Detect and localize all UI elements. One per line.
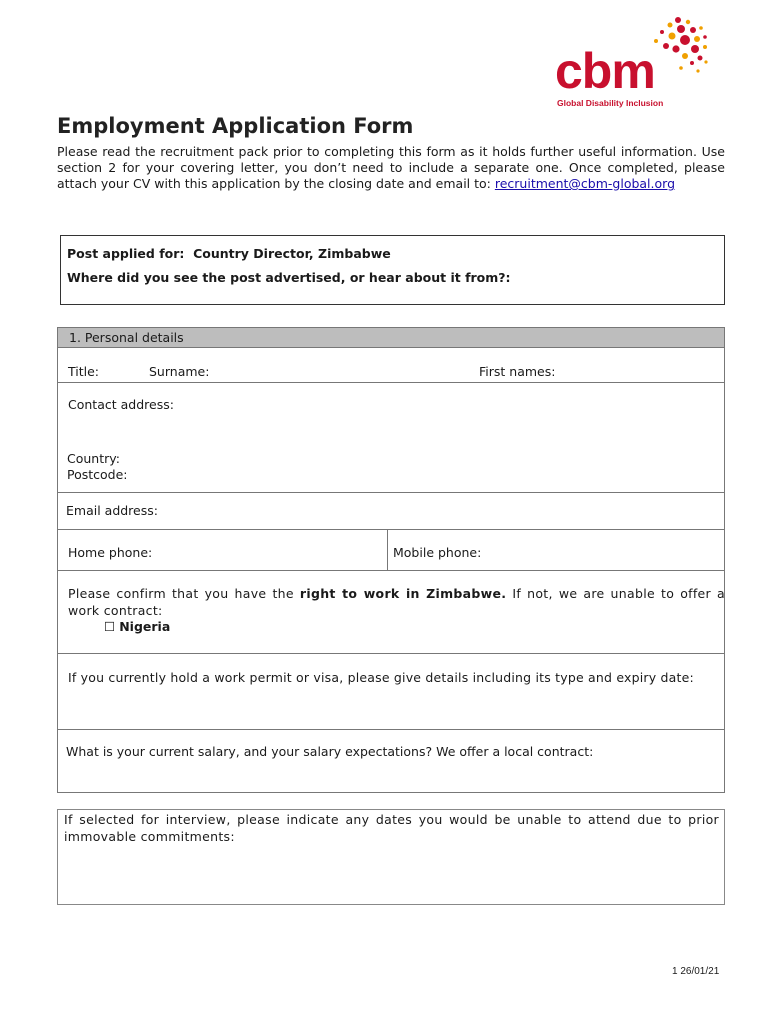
right-to-work-text bbox=[68, 585, 725, 619]
interview-dates-field[interactable]: If selected for interview, please indicate any dates you would be unable to attend due to prior immovable commitments: bbox=[64, 812, 719, 844]
page-footer: 1 26/01/21 bbox=[672, 966, 720, 977]
divider bbox=[57, 492, 725, 493]
divider bbox=[57, 382, 725, 383]
post-applied-line bbox=[67, 246, 391, 261]
postcode-field[interactable]: Postcode: bbox=[67, 467, 128, 482]
logo-tagline: Global Disability Inclusion bbox=[557, 98, 664, 108]
home-phone-field[interactable]: Home phone: bbox=[68, 545, 153, 560]
cbm-logo bbox=[553, 16, 713, 112]
divider bbox=[57, 729, 725, 730]
mobile-phone-field[interactable]: Mobile phone: bbox=[393, 545, 482, 560]
post-box bbox=[60, 235, 725, 305]
email-address-field[interactable]: Email address: bbox=[66, 503, 158, 518]
intro-text: Please read the recruitment pack prior to completing this form as it holds further useful information. Use section 2 for your covering letter, you don’t need to include a separate one. Once completed, please attach your CV with this application by the closing date and email to: bbox=[57, 144, 725, 191]
nigeria-option[interactable] bbox=[104, 619, 170, 634]
post-applied-label: Post applied for: bbox=[67, 246, 185, 261]
logo-wordmark: cbm bbox=[555, 43, 655, 99]
contact-address-field[interactable]: Contact address: bbox=[68, 397, 174, 412]
checkbox-icon[interactable]: ☐ bbox=[104, 619, 116, 634]
intro-paragraph bbox=[57, 144, 725, 192]
advert-question[interactable]: Where did you see the post advertised, or hear about it from?: bbox=[67, 270, 511, 285]
surname-field[interactable]: Surname: bbox=[149, 364, 210, 379]
page-title: Employment Application Form bbox=[57, 114, 414, 138]
nigeria-label: Nigeria bbox=[119, 619, 171, 634]
first-names-field[interactable]: First names: bbox=[479, 364, 556, 379]
divider bbox=[57, 653, 725, 654]
right-to-work-bold: right to work in Zimbabwe. bbox=[299, 586, 507, 601]
work-permit-field[interactable]: If you currently hold a work permit or visa, please give details including its type and expiry date: bbox=[68, 670, 694, 685]
section1-heading: 1. Personal details bbox=[57, 327, 725, 348]
salary-field[interactable]: What is your current salary, and your salary expectations? We offer a local contract: bbox=[66, 744, 594, 759]
post-applied-value: Country Director, Zimbabwe bbox=[193, 246, 391, 261]
divider bbox=[57, 570, 725, 571]
email-link[interactable]: recruitment@cbm-global.org bbox=[494, 176, 676, 191]
divider bbox=[57, 529, 725, 530]
logo-dots-icon bbox=[648, 16, 710, 76]
divider bbox=[387, 529, 388, 570]
right-to-work-prefix: Please confirm that you have the bbox=[68, 586, 300, 601]
title-field[interactable]: Title: bbox=[68, 364, 99, 379]
country-field[interactable]: Country: bbox=[67, 451, 120, 466]
right-to-work-suffix: If not, we are unable to offer a work contract: bbox=[68, 586, 725, 618]
